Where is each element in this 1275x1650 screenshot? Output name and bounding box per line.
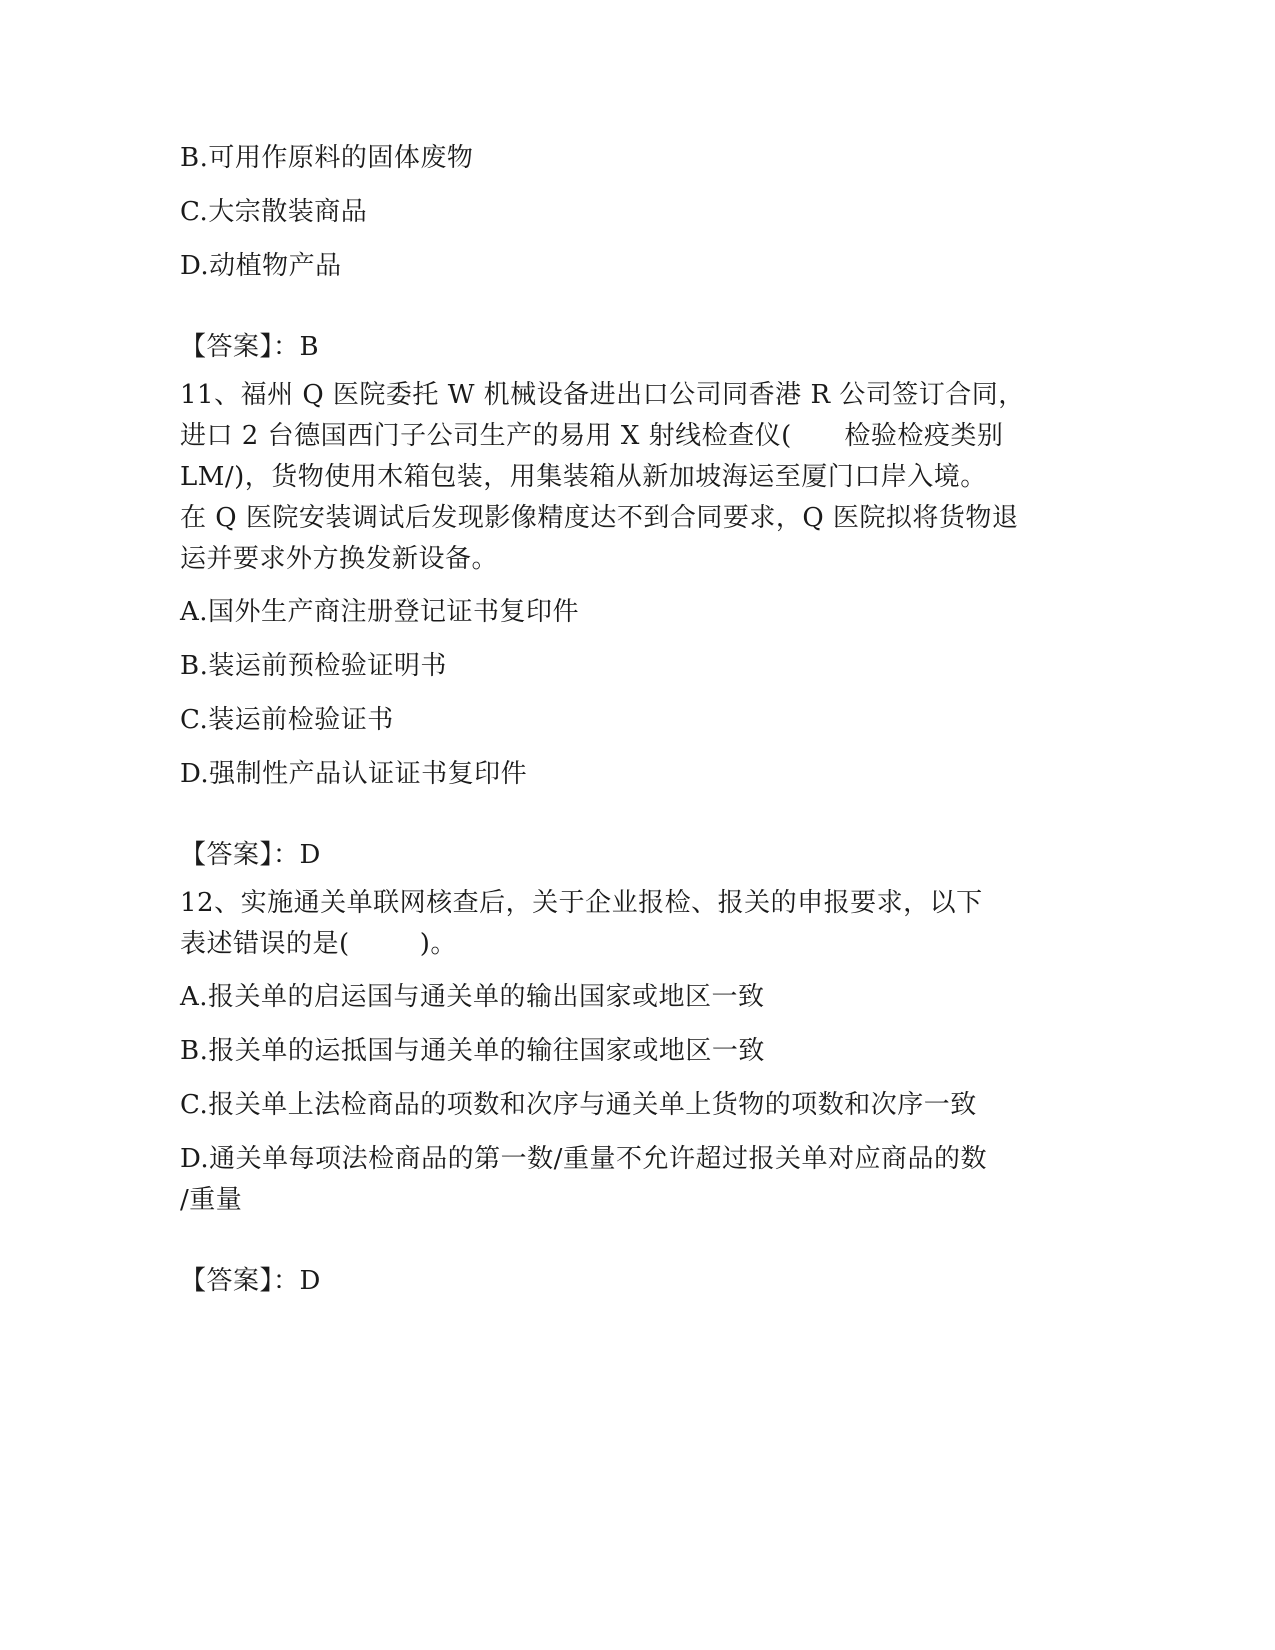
stem-line: 运并要求外方换发新设备。 xyxy=(180,544,499,574)
option-d-line: D.通关单每项法检商品的第一数/重量不允许超过报关单对应商品的数 xyxy=(180,1144,987,1174)
option-a: A.国外生产商注册登记证书复印件 xyxy=(180,597,580,627)
option-b: B.可用作原料的固体废物 xyxy=(180,143,474,173)
option-d: D.强制性产品认证证书复印件 xyxy=(180,759,528,789)
answer-line: 【答案】：D xyxy=(180,1266,321,1296)
question-12 xyxy=(180,883,1060,1302)
option-b: B.报关单的运抵国与通关单的输往国家或地区一致 xyxy=(180,1036,765,1066)
option-c: C.大宗散装商品 xyxy=(180,197,368,227)
stem-line: 表述错误的是( )。 xyxy=(180,929,457,959)
question-stem xyxy=(180,375,1060,580)
question-stem xyxy=(180,883,1060,965)
stem-line: 进口 2 台德国西门子公司生产的易用 X 射线检查仪( 检验检疫类别 xyxy=(180,421,1004,451)
document-page xyxy=(180,138,1060,1309)
option-d: D.动植物产品 xyxy=(180,251,342,281)
option-a: A.报关单的启运国与通关单的输出国家或地区一致 xyxy=(180,982,765,1012)
answer-line: 【答案】：D xyxy=(180,840,321,870)
answer-line: 【答案】：B xyxy=(180,332,320,362)
stem-line: 11、福州 Q 医院委托 W 机械设备进出口公司同香港 R 公司签订合同， xyxy=(180,380,1025,410)
stem-line: 12、实施通关单联网核查后，关于企业报检、报关的申报要求，以下 xyxy=(180,888,983,918)
stem-line: LM/)，货物使用木箱包装，用集装箱从新加坡海运至厦门口岸入境。 xyxy=(180,462,987,492)
question-11 xyxy=(180,375,1060,876)
option-d-line: /重量 xyxy=(180,1185,243,1215)
option-c: C.报关单上法检商品的项数和次序与通关单上货物的项数和次序一致 xyxy=(180,1090,977,1120)
question-10 xyxy=(180,138,1060,368)
option-d xyxy=(180,1139,1060,1221)
option-b: B.装运前预检验证明书 xyxy=(180,651,447,681)
stem-line: 在 Q 医院安装调试后发现影像精度达不到合同要求，Q 医院拟将货物退 xyxy=(180,503,1019,533)
option-c: C.装运前检验证书 xyxy=(180,705,394,735)
